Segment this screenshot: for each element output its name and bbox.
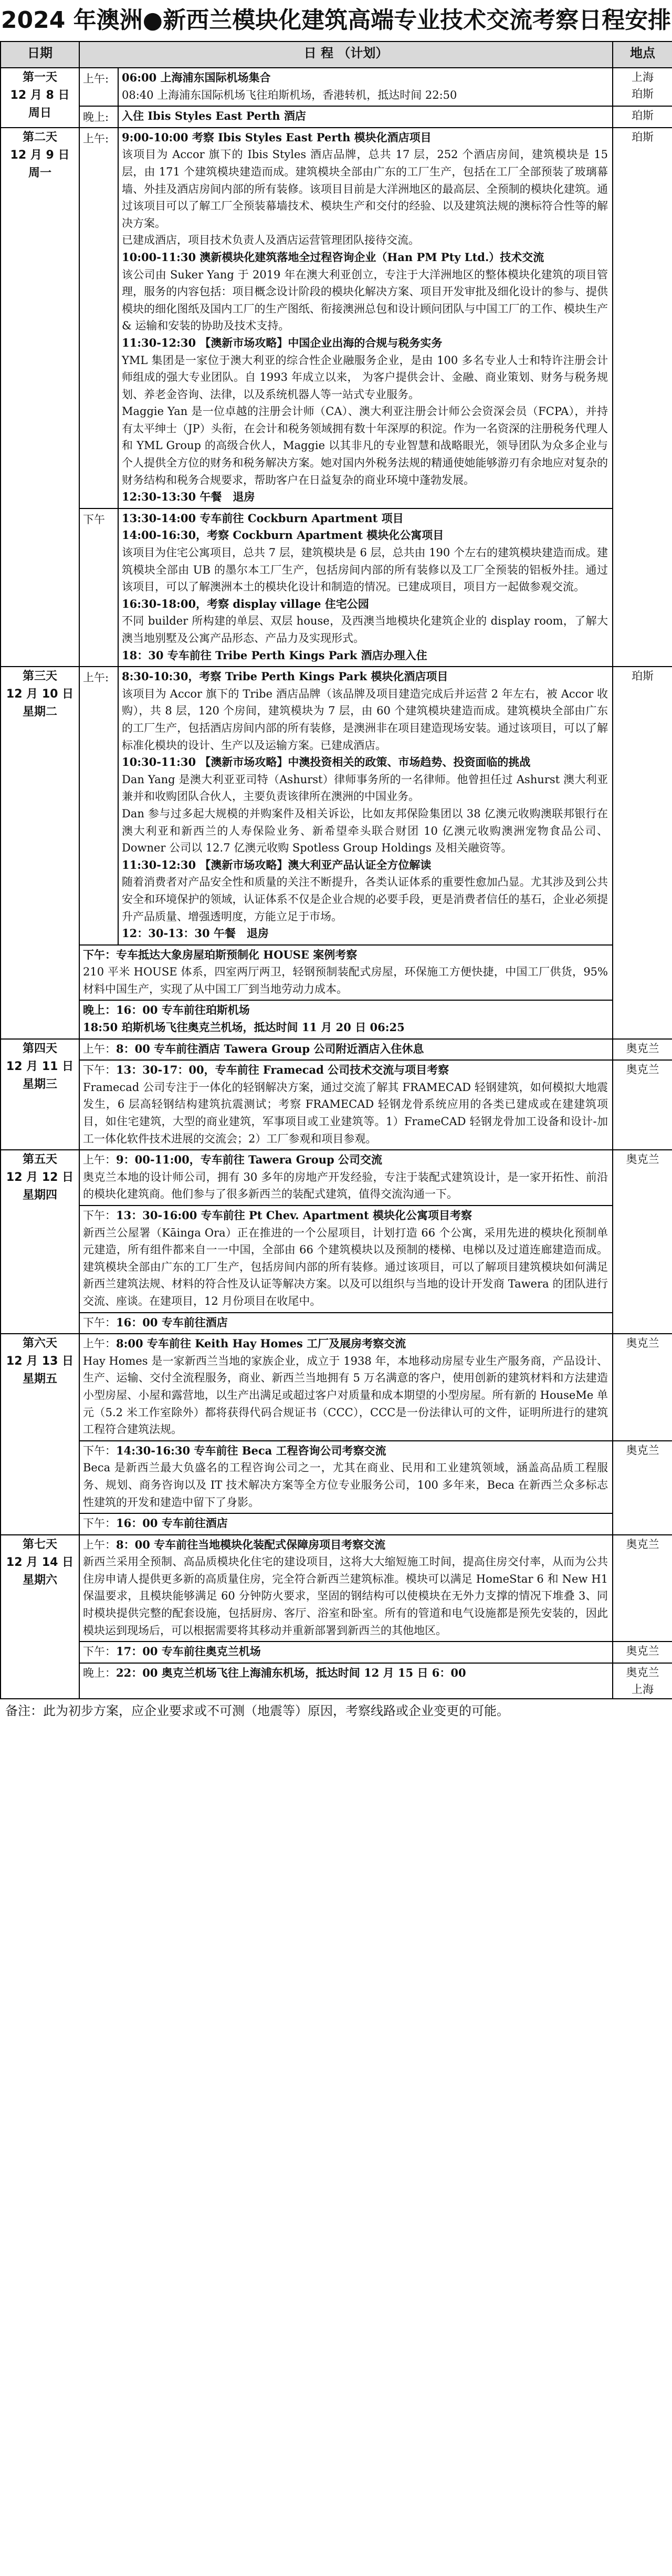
page-title: 2024 年澳洲●新西兰模块化建筑高端专业技术交流考察日程安排 [1, 7, 671, 34]
schedule-item: Framecad 公司专注于一体化的轻钢解决方案，通过交流了解其 FRAMECAD 轻钢建筑，如何模拟大地震发生，6 层高轻钢结构建筑抗震测试；考察 FRAMECAD 轻钢龙骨系统应用的各类已建成或在建建筑项目，如住宅建筑，大型的商业建筑，军事项目或工业建筑等。1）FrameCAD 轻钢龙骨加工设备和设计-加工一体化软件技术进展的交流会；2）工厂参观和项目参观。 [83, 1081, 608, 1145]
schedule-item-text: 8：00 专车前往当地模块化装配式保障房项目考察交流 [116, 1538, 386, 1551]
schedule-item: 随着消费者对产品安全性和质量的关注不断提升，各类认证体系的重要性愈加凸显。尤其涉及到公共安全和环境保护的领域，认证体系不仅是企业合规的必要手段，更是消费者信任的基石，企业必须提升产品质量、增强透明度，方能立足于市场。 [122, 876, 608, 923]
day5-location: 奥克兰 [613, 1150, 672, 1334]
schedule-item-text: 14:30-16:30 专车前往 Beca 工程咨询公司考察交流 [116, 1443, 386, 1457]
schedule-item: 8:30-10:30，考察 Tribe Perth Kings Park 模块化酒店项目 [122, 670, 448, 683]
schedule-item [83, 1207, 608, 1224]
location-line: 奥克兰 [626, 1666, 659, 1679]
schedule-item: 该项目为 Accor 旗下的 Tribe 酒店品牌（该品牌及项目建造完成后并运营 2 年左右，被 Accor 收购），共 8 层，120 个房间，建筑模块为 7 层，由 60 个建筑模块建造而成。建筑模块全部由广东的工厂生产，包括酒店房间内部的所有装修，是澳洲非在项目建造现场安装。通过该项目，可以了解标准化模块的设计、生产以及运输方案。已建成酒店。 [122, 687, 608, 752]
day1-date-line2: 12 月 8 日 [10, 89, 70, 102]
schedule-item: 16:30-18:00，考察 display village 住宅公园 [122, 597, 369, 610]
day5-am-content [79, 1150, 613, 1206]
day3-pm-content [79, 945, 613, 1001]
day7-date-line2: 12 月 14 日 [6, 1555, 74, 1569]
header-row [1, 41, 672, 68]
time-label: 下午： [83, 1517, 116, 1530]
day4-location-2: 奥克兰 [613, 1060, 672, 1150]
day2-date-line1: 第二天 [22, 130, 57, 144]
schedule-item [83, 1062, 608, 1079]
schedule-item: 06:00 上海浦东国际机场集合 [122, 71, 271, 84]
day6-am-content [79, 1334, 613, 1441]
schedule-item: 9:00-10:00 考察 Ibis Styles East Perth 模块化酒店项目 [122, 130, 432, 144]
schedule-item: 新西兰公屋署（Kāinga Ora）正在推进的一个公屋项目，计划打造 66 个公寓，采用先进的模块化预制单元建造，所有组件都来自一一中国，全部由 66 个建筑模块以及预制的楼梯、电梯以及过道连廊建造而成。建筑模块全部由广东的工厂生产，包括房间内部的所有装修。通过该项目，可以了解项目建筑模块如何满足新西兰建筑法规、材料的符合性及认证等解决方案。以及可以组织与当地的设计开发商 Tawera 的团队进行交流、座谈。在建项目，12 月份项目在收尾中。 [83, 1226, 608, 1307]
schedule-item [83, 1314, 608, 1332]
day7-date-line3: 星期六 [22, 1573, 57, 1587]
schedule-item: 该项目为 Accor 旗下的 Ibis Styles 酒店品牌，总共 17 层，252 个酒店房间，建筑模块是 15 层，由 171 个建筑模块建造而成。建筑模块全部由广东的工厂生产，包括在工厂全部预装了玻璃幕墙、外挂及酒店房间内部的所有装修。该项目目前是大洋洲地区的最高层、全预制的模块化建筑。通过该项目可以了解工厂全预装幕墙技术、模块生产和交付的经验、以及建筑法规的澳标符合性等的解决方案。 [122, 148, 608, 230]
day6-pm2-content [79, 1513, 613, 1535]
schedule-item: 晚上：16：00 专车前往珀斯机场 [83, 1003, 250, 1017]
day7-pm-content [79, 1642, 613, 1663]
day2-pm-label: 下午 [79, 508, 118, 667]
day6-date [1, 1334, 79, 1535]
schedule-item [83, 1665, 608, 1682]
day1-am-content [118, 68, 613, 106]
schedule-item: 10:00-11:30 澳新模块化建筑落地全过程咨询企业（Han PM Pty Ltd.）技术交流 [122, 250, 544, 264]
day1-evening-text: 入住 Ibis Styles East Perth 酒店 [122, 109, 306, 123]
schedule-item: 已建成酒店，项目技术负责人及酒店运营管理团队接待交流。 [122, 234, 419, 247]
time-label: 上午： [83, 1337, 116, 1351]
day7-date-line1: 第七天 [22, 1538, 57, 1551]
day7-row-night [1, 1663, 672, 1699]
day7-row-am [1, 1535, 672, 1642]
schedule-item: 14:00-16:30，考察 Cockburn Apartment 模块化公寓项目 [122, 528, 444, 542]
schedule-item: 新西兰采用全预制、高品质模块化住宅的建设项目，这将大大缩短施工时间，提高住房交付率，从而为公共住房申请人提供更多新的高质量住房，完全符合新西兰建筑标准。模块可以满足 HomeStar 6 和 New H1 保温要求，且模块能够满足 60 分钟防火要求，坚固的钢结构可以使模块在无外力支撑的情况下堆叠 3、同时模块提供完整的配套设施，包括厨房、客厅、浴室和卧室。所有的管道和电气设施都是预先安装的，因此模块运到现场后，可以根据需要将其移动并重新部署到新西兰的其他地区。 [83, 1555, 608, 1637]
schedule-item [83, 1536, 608, 1554]
day5-row-am [1, 1150, 672, 1206]
day3-location: 珀斯 [613, 667, 672, 1038]
schedule-item [83, 1151, 608, 1169]
day1-location-2: 珀斯 [613, 106, 672, 128]
schedule-item: 该公司由 Suker Yang 于 2019 年在澳大利亚创立，专注于大洋洲地区的整体模块化建筑的项目管理，服务的内容包括：项目概念设计阶段的模块化解决方案、项目开发审批及细化设计的参与、提供模块的细化图纸及国内工厂的生产图纸、衔接澳洲总包和设计顾问团队与中国工厂的工作、模块生产 & 运输和安装的协助及技术支持。 [122, 268, 608, 333]
header-plan: 日 程 （计划） [79, 41, 613, 68]
day6-location-2: 奥克兰 [613, 1441, 672, 1535]
day6-row-am [1, 1334, 672, 1441]
schedule-item-text: 16：00 专车前往酒店 [116, 1315, 228, 1329]
day6-row-pm [1, 1441, 672, 1513]
day3-date [1, 667, 79, 1038]
day5-date-line1: 第五天 [22, 1153, 57, 1167]
day4-date-line1: 第四天 [22, 1042, 57, 1055]
day4-date-line2: 12 月 11 日 [6, 1060, 74, 1073]
time-label: 上午： [83, 1154, 116, 1167]
time-label: 上午： [83, 1538, 116, 1551]
day6-location-1: 奥克兰 [613, 1334, 672, 1441]
day7-row-pm [1, 1642, 672, 1663]
time-label: 下午： [83, 1645, 116, 1658]
schedule-item: YML 集团是一家位于澳大利亚的综合性企业融服务企业，是由 100 多名专业人士和特许注册会计师组成的强大专业团队。自 1993 年成立以来， 为客户提供会计、金融、商业策划、财务与税务规划、养老金咨询、法律，以及系统机器人等一站式专业服务。 [122, 354, 608, 401]
schedule-item: 10:30-11:30 【澳新市场攻略】中澳投资相关的政策、市场趋势、投资面临的挑战 [122, 755, 531, 769]
time-label: 下午： [83, 1064, 116, 1077]
day2-date-line3: 周一 [28, 166, 51, 180]
day2-row-pm [1, 508, 672, 667]
schedule-item [83, 1442, 608, 1460]
day4-am-content [79, 1039, 613, 1061]
schedule-item-text: 8:00 专车前往 Keith Hay Homes 工厂及展房考察交流 [116, 1337, 406, 1351]
day4-row-pm [1, 1060, 672, 1150]
day6-row-pm2 [1, 1513, 672, 1535]
schedule-item: 18：30 专车前往 Tribe Perth Kings Park 酒店办理入住 [122, 648, 427, 662]
day1-date [1, 68, 79, 128]
day1-location-1 [613, 68, 672, 106]
day7-location-2: 奥克兰 [613, 1642, 672, 1663]
time-label: 下午： [83, 1316, 116, 1329]
day5-pm-content [79, 1206, 613, 1313]
day1-row-am [1, 68, 672, 106]
day3-date-line1: 第三天 [22, 670, 57, 683]
schedule-item-text: 22：00 奥克兰机场飞往上海浦东机场，抵达时间 12 月 15 日 6：00 [116, 1666, 466, 1679]
schedule-item: 该项目为住宅公寓项目，总共 7 层，建筑模块是 6 层，总共由 190 个左右的建筑模块建造而成。建筑模块全部由 UB 的墨尔本工厂生产，包括房间内部的所有装修以及工厂全预装的铝板外挂。通过该项目，可以了解澳洲本土的模块化设计和制造的情况。已建成项目，项目方一起做参观交流。 [122, 546, 608, 594]
day5-date-line3: 星期四 [22, 1189, 57, 1202]
schedule-item: Dan 参与过多起大规模的并购案件及相关诉讼，比如友邦保险集团以 38 亿澳元收购澳联邦银行在澳大利亚和新西兰的人寿保险业务、新希望牵头联合财团 10 亿澳元收购澳洲宠物食品公司、Downer 公司以 12.7 亿澳元收购 Spotless Group Holdings 及相关融资等。 [122, 807, 608, 855]
schedule-item: 不同 builder 所构建的单层、双层 house，及西澳当地模块化建筑企业的 display room，了解大澳当地别墅及公寓产品形态、产品力及实现形式。 [122, 615, 608, 645]
schedule-item-text: 17：00 专车前往奥克兰机场 [116, 1645, 261, 1658]
time-label: 晚上： [83, 1666, 116, 1679]
day1-pm-label: 晚上: [79, 106, 118, 128]
schedule-item: 13:30-14:00 专车前往 Cockburn Apartment 项目 [122, 511, 404, 525]
schedule-item-text: 13：30-16:00 专车前往 Pt Chev. Apartment 模块化公寓项目考察 [116, 1209, 472, 1222]
day4-date [1, 1039, 79, 1150]
day5-row-pm2 [1, 1313, 672, 1334]
schedule-item: 11:30-12:30 【澳新市场攻略】中国企业出海的合规与税务实务 [122, 336, 443, 349]
schedule-item: 奥克兰本地的设计师公司，拥有 30 多年的房地产开发经验，专注于装配式建筑设计，是一家开拓性、前沿的模块化建筑商。他们参与了很多新西兰的装配式建筑，值得交流沟通一下。 [83, 1170, 608, 1201]
day2-am-content [118, 128, 613, 508]
day3-date-line2: 12 月 10 日 [6, 688, 74, 701]
day3-night-content [79, 1000, 613, 1038]
day3-am-content [118, 667, 613, 945]
day4-row-am [1, 1039, 672, 1061]
schedule-item: Dan Yang 是澳大利亚亚司特（Ashurst）律师事务所的一名律师。他曾担任过 Ashurst 澳大利亚兼并和收购团队合伙人，主要负责该律所在澳洲的中国业务。 [122, 773, 608, 803]
day1-row-pm [1, 106, 672, 128]
schedule-item: 12：30-13：30 午餐 退房 [122, 927, 269, 940]
schedule-item-text: 13：30-17：00，专车前往 Framecad 公司技术交流与项目考察 [116, 1063, 449, 1077]
schedule-item [83, 1515, 608, 1532]
day3-am-label: 上午: [79, 667, 118, 945]
day3-row-pm [1, 945, 672, 1001]
schedule-table [0, 41, 672, 1699]
time-label: 下午： [83, 1209, 116, 1222]
schedule-item-text: 8：00 专车前往酒店 Tawera Group 公司附近酒店入住休息 [116, 1042, 424, 1055]
day6-date-line1: 第六天 [22, 1337, 57, 1351]
location-line: 珀斯 [632, 88, 654, 100]
header-date: 日期 [1, 41, 79, 68]
day2-row-am [1, 128, 672, 508]
schedule-item: 11:30-12:30 【澳新市场攻略】澳大利亚产品认证全方位解读 [122, 858, 432, 871]
day1-date-line1: 第一天 [22, 71, 57, 84]
day5-pm2-content [79, 1313, 613, 1334]
schedule-item: Maggie Yan 是一位卓越的注册会计师（CA）、澳大利亚注册会计师公会资深会员（FCPA），并持有太平绅士（JP）头衔，在会计和税务领域拥有数十年深厚的积淀。作为一名资深的注册税务代理人和 YML Group 的高级合伙人，Maggie 以其非凡的专业智慧和战略眼光，领导团队为众多企业与个人提供全方位的财务和税务解决方案。她对国内外税务法规的精通使她能够游刃有余地应对复杂的财务结构和税务合规要求，帮助客户在日益复杂的商业环境中蓬勃发展。 [122, 405, 608, 486]
location-line: 上海 [632, 1682, 654, 1696]
day1-evening [118, 106, 613, 128]
day7-am-content [79, 1535, 613, 1642]
time-label: 上午： [83, 1042, 116, 1055]
day2-am-label: 上午: [79, 128, 118, 508]
schedule-item [83, 1643, 608, 1660]
day6-date-line3: 星期五 [22, 1373, 57, 1386]
day2-date-line2: 12 月 9 日 [10, 148, 70, 162]
footer-note: 备注：此为初步方案，应企业要求或不可测（地震等）原因，考察线路或企业变更的可能。 [5, 1703, 509, 1718]
day2-pm-content [118, 508, 613, 667]
schedule-item: 18:50 珀斯机场飞往奥克兰机场，抵达时间 11 月 20 日 06:25 [83, 1021, 405, 1034]
schedule-item: 08:40 上海浦东国际机场飞往珀斯机场，香港转机，抵达时间 22:50 [122, 88, 457, 101]
day4-date-line3: 星期三 [22, 1077, 57, 1091]
schedule-item: Hay Homes 是一家新西兰当地的家族企业，成立于 1938 年，本地移动房屋专业生产服务商，产品设计、生产、运输、交付全流程服务，商业、新西兰当地拥有 5 万名满意的客户，使用创新的建筑材料和方法建造小型房屋、小屋和露营地，以生产出满足或超过客户对质量和成本期望的小型房屋。所有新的 HouseMe 单元（5.2 米工作室除外）都将获得代码合规证书（CCC），CCC是一份法律认可的文件，证明所进行的建筑工程符合建筑法规。 [83, 1354, 608, 1436]
day3-row-am [1, 667, 672, 945]
header-location: 地点 [613, 41, 672, 68]
day1-date-line3: 周日 [28, 107, 51, 120]
day7-location-3 [613, 1663, 672, 1699]
day7-night-content [79, 1663, 613, 1699]
schedule-item: 12:30-13:30 午餐 退房 [122, 490, 255, 504]
schedule-item [83, 1335, 608, 1353]
schedule-item-text: 16：00 专车前往酒店 [116, 1516, 228, 1530]
schedule-item: 210 平米 HOUSE 体系，四室两厅两卫，轻钢预制装配式房屋，环保施工方便快捷，中国工厂供货，95%材料中国生产，实现了从中国工厂到当地劳动力成本。 [83, 965, 608, 995]
day6-date-line2: 12 月 13 日 [6, 1355, 74, 1368]
day7-location-1: 奥克兰 [613, 1535, 672, 1642]
day3-date-line3: 星期二 [22, 705, 57, 719]
day5-date-line2: 12 月 12 日 [6, 1171, 74, 1185]
day4-location-1: 奥克兰 [613, 1039, 672, 1061]
day5-date [1, 1150, 79, 1334]
schedule-item [83, 1041, 608, 1058]
time-label: 下午： [83, 1444, 116, 1457]
schedule-item-text: 9：00-11:00，专车前往 Tawera Group 公司交流 [116, 1153, 382, 1167]
day3-row-night [1, 1000, 672, 1038]
location-line: 上海 [632, 71, 654, 84]
day5-row-pm [1, 1206, 672, 1313]
schedule-item: Beca 是新西兰最大负盛名的工程咨询公司之一，尤其在商业、民用和工业建筑领域，涵盖高品质工程服务、规划、商务咨询以及 IT 技术解决方案等全方位专业服务公司，100 多年来，Beca 在新西兰众多标志性建筑的开发和建造中留下了身影。 [83, 1461, 608, 1509]
day2-location: 珀斯 [613, 128, 672, 667]
day6-pm-content [79, 1441, 613, 1513]
schedule-item: 下午：专车抵达大象房屋珀斯预制化 HOUSE 案例考察 [83, 948, 358, 961]
day2-date [1, 128, 79, 667]
day7-date [1, 1535, 79, 1699]
day4-pm-content [79, 1060, 613, 1150]
day1-am-label: 上午: [79, 68, 118, 106]
